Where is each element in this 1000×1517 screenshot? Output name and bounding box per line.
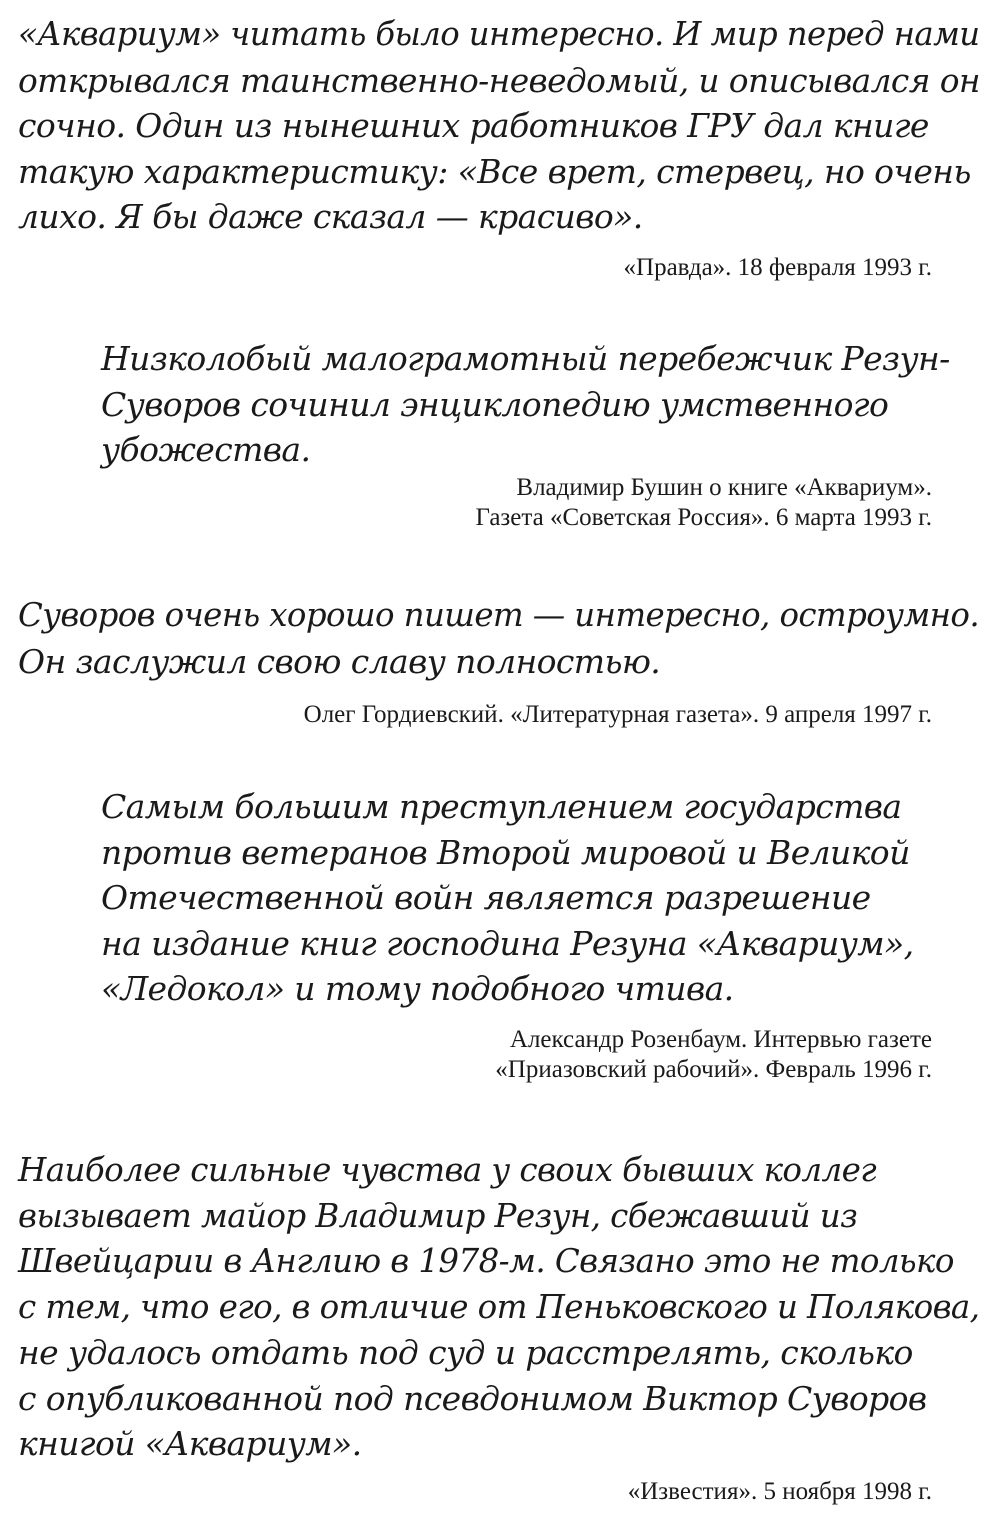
quote-line: «Ледокол» и тому подобного чтива. <box>101 969 734 1008</box>
quote-line: Отечественной войн является разрешение <box>101 878 871 917</box>
quote-line: Суворов сочинил энциклопедию умственного <box>101 384 889 424</box>
attribution-line: Александр Розенбаум. Интервью газете <box>509 1026 932 1053</box>
quote-text <box>18 12 980 240</box>
quote-line: Швейцарии в Англию в 1978-м. Связано это не только <box>18 1242 954 1280</box>
quote-attribution <box>304 700 932 730</box>
quote-line: Самым большим преступлением государства <box>101 787 902 826</box>
attribution-line: «Известия». 5 ноября 1998 г. <box>627 1478 932 1505</box>
attribution-line: Владимир Бушин о книге «Аквариум». <box>516 474 932 501</box>
quote-line: открывался таинственно-неведомый, и описывался он <box>18 60 980 100</box>
quote-attribution <box>624 253 932 283</box>
quote-line: убожества. <box>101 430 311 469</box>
quote-line: с опубликованной под псевдонимом Виктор Суворов <box>18 1378 927 1418</box>
quote-line: «Аквариум» читать было интересно. И мир перед нами <box>18 15 980 53</box>
quote-attribution <box>476 473 933 533</box>
attribution-line: «Правда». 18 февраля 1993 г. <box>623 254 932 281</box>
quote-text <box>18 1148 979 1467</box>
attribution-line: Газета «Советская Россия». 6 марта 1993 г. <box>475 504 932 531</box>
attribution-line: «Приазовский рабочий». Февраль 1996 г. <box>495 1056 932 1083</box>
quote-line: лихо. Я бы даже сказал — красиво». <box>18 197 643 236</box>
quote-line: Наиболее сильные чувства у своих бывших коллег <box>18 1151 877 1189</box>
quote-line: Низколобый малограмотный перебежчик Резун- <box>101 339 950 378</box>
quote-line: вызывает майор Владимир Резун, сбежавший из <box>18 1196 858 1235</box>
quote-line: сочно. Один из нынешних работников ГРУ дал книге <box>18 106 929 145</box>
quote-line: Суворов очень хорошо пишет — интересно, остроумно. <box>18 596 980 634</box>
quote-line: на издание книг господина Резуна «Аквариум», <box>101 923 914 963</box>
attribution-line: Олег Гордиевский. «Литературная газета». 9 апреля 1997 г. <box>303 701 932 728</box>
quote-attribution <box>628 1477 932 1507</box>
quote-line: Он заслужил свою славу полностью. <box>18 641 661 681</box>
quote-text <box>18 593 979 684</box>
quote-text <box>101 336 950 473</box>
quote-line: книгой «Аквариум». <box>18 1424 362 1463</box>
quote-line: с тем, что его, в отличие от Пеньковского и Полякова, <box>18 1287 980 1326</box>
quote-line: не удалось отдать под суд и расстрелять, сколько <box>18 1333 913 1372</box>
quote-attribution <box>495 1025 932 1085</box>
quote-text <box>101 784 914 1012</box>
quote-line: такую характеристику: «Все врет, стервец, но очень <box>18 151 971 191</box>
quote-line: против ветеранов Второй мировой и Великой <box>101 832 910 872</box>
